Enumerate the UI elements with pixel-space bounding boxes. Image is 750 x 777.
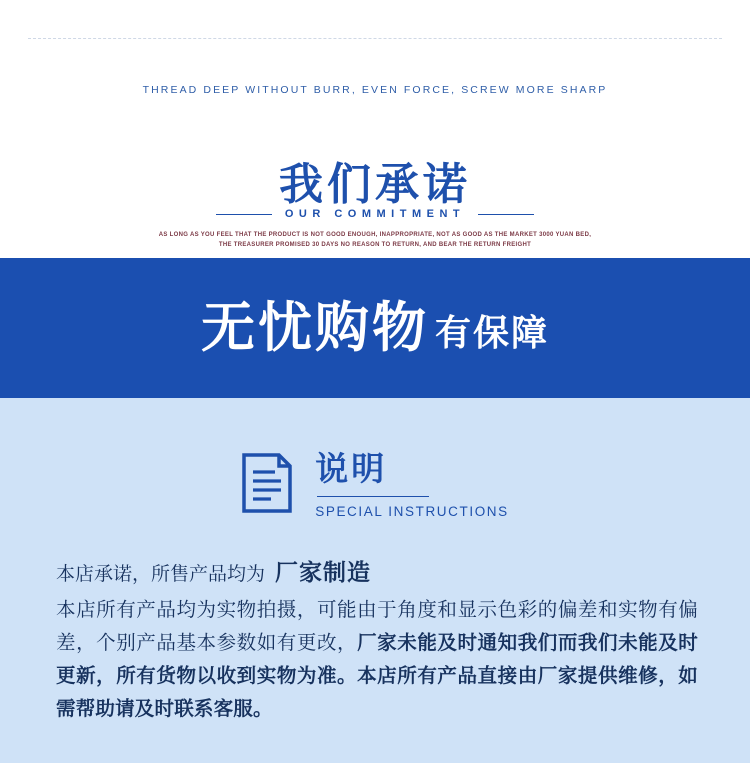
instructions-title-en: SPECIAL INSTRUCTIONS — [315, 503, 509, 519]
banner-inner — [0, 258, 750, 398]
footer-strip — [0, 763, 750, 777]
top-dashed-divider — [28, 38, 722, 40]
paragraph-part-1: 本店所有产品均为实物拍摄，可能由于角度和显示色彩的偏差和实物有偏差，个别产品基本参数如有更改， — [56, 598, 698, 654]
instructions-paragraph — [56, 593, 698, 725]
header-tagline: THREAD DEEP WITHOUT BURR, EVEN FORCE, SCREW MORE SHARP — [142, 84, 608, 96]
commitment-fineprint — [0, 230, 750, 250]
worry-free-banner-section — [0, 258, 750, 398]
banner-headline-main: 无忧购物 — [200, 296, 429, 359]
fineprint-line-2: THE TREASURER PROMISED 30 DAYS NO REASON TO RETURN, AND BEAR THE RETURN FREIGHT — [218, 242, 532, 248]
promise-prefix: 本店承诺，所售产品均为 — [56, 563, 266, 585]
instructions-title-divider — [317, 496, 429, 497]
special-instructions-section — [0, 398, 750, 763]
instructions-body — [56, 558, 698, 725]
instructions-title-cn: 说明 — [315, 449, 388, 488]
commitment-title-cn: 我们承诺 — [279, 159, 471, 210]
fineprint-line-1: AS LONG AS YOU FEEL THAT THE PRODUCT IS NOT GOOD ENOUGH, INAPPROPRIATE, NOT AS GOOD AS THE MARKET 3000 YUAN BED, — [158, 232, 592, 238]
promise-emphasis: 厂家制造 — [275, 560, 372, 586]
instructions-heading — [0, 450, 750, 519]
instructions-title-group — [315, 450, 509, 519]
document-lines-icon — [241, 452, 293, 514]
commitment-title-en: OUR COMMITMENT — [284, 208, 466, 220]
banner-headline-sub: 有保障 — [434, 313, 549, 354]
promise-line — [56, 558, 698, 589]
commitment-header-section — [0, 0, 750, 258]
paragraph-part-2: 厂家未能及时通知我们而我们未能及时更新，所有货物以收到实物为准。本店所有产品直接由厂家提供维修，如需帮助请及时联系客服。 — [56, 631, 698, 720]
